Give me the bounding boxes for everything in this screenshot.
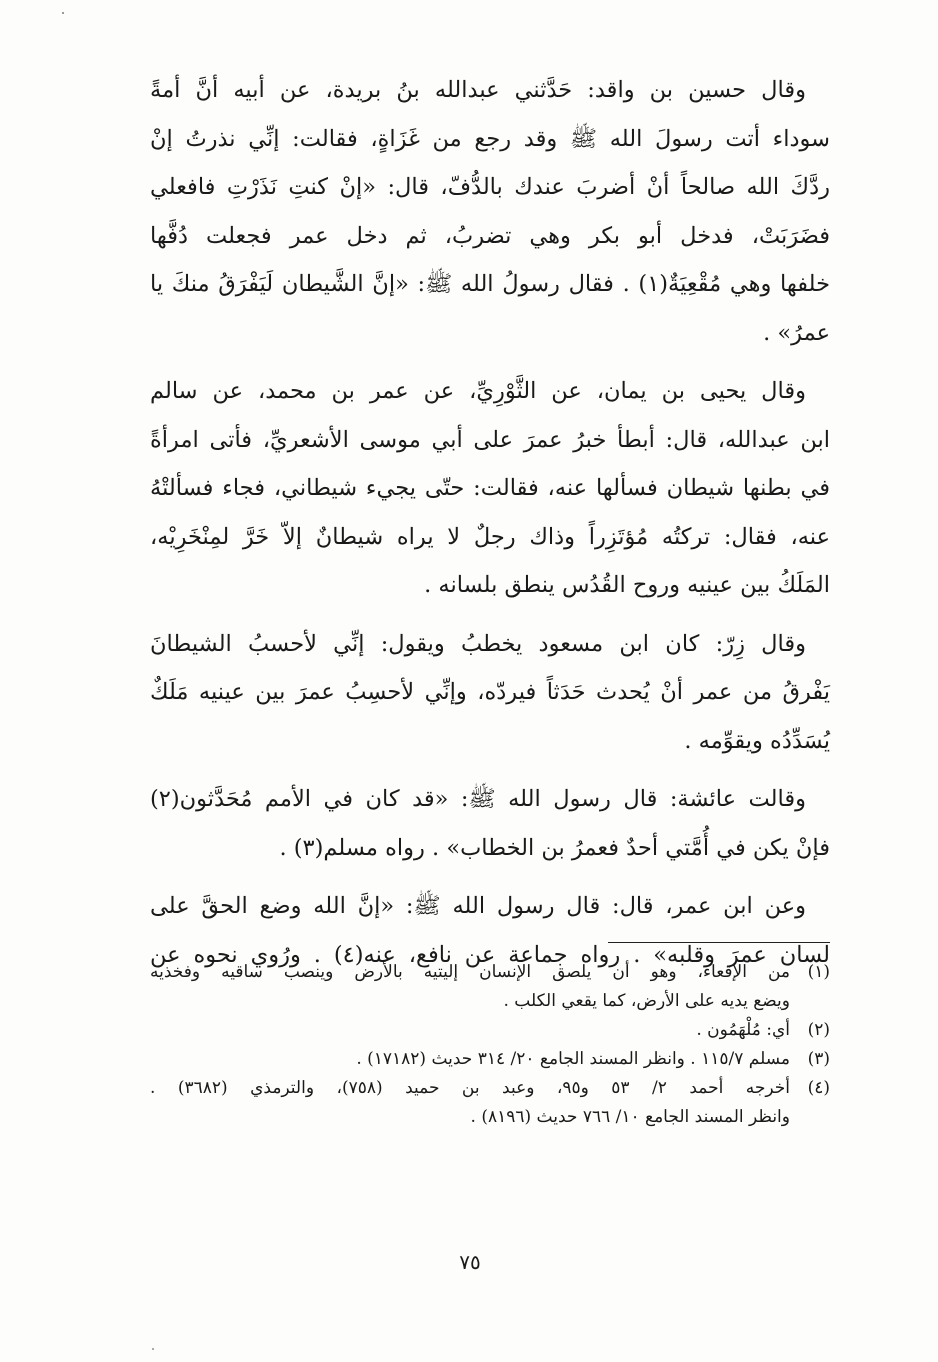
text-line: خلفها وهي مُقْعِيَةٌ(١) . فقال رسولُ الله ﷺ: «إنَّ الشَّيطان لَيَفْرَقُ منكَ يا [150,271,830,297]
text-line: ابن عبدالله، قال: أبطأ خبرُ عمرَ على أبي موسى الأشعريِّ، فأتى امرأةً [150,426,830,453]
text-line: فضَرَبَتْ، فدخل أبو بكر وهي تضربُ، ثم دخل عمر فجعلت دُفَّها [150,222,830,249]
footnote-number: (١) [807,962,830,982]
footnote-number: (٢) [807,1020,830,1040]
footnotes [150,958,830,1132]
footnote-2 [150,1016,830,1045]
paragraph-3 [150,620,830,766]
footnote-line: من الإقعاء، وهو أن يلصق الإنسان إليتيه بالأرض وينصب ساقيه وفخذيه [150,962,790,982]
paragraph-1 [150,66,830,357]
footnote-line: مسلم ١١٥/٧ . وانظر المسند الجامع ٢٠/ ٣١٤ حديث (١٧١٨٢) . [356,1049,790,1069]
page-number: ٧٥ [459,1250,481,1274]
text-line: عنه، فقال: تركتُه مُؤتَزِراً وذاك رجلٌ لا يراه شيطانٌ إلاّ خَرَّ لمِنْخَرِيْه، [150,523,830,550]
text-line: وقال يحيى بن يمان، عن الثَّوْرِيِّ، عن عمر بن محمد، عن سالم [150,378,806,404]
footnote-line: ويضع يديه على الأرض، كما يقعي الكلب . [503,991,790,1011]
text-line: ردَّكَ الله صالحاً أنْ أضربَ عندك بالدُّفّ، قال: «إنْ كنتِ نَذَرْتِ فافعلي [150,174,830,200]
text-line: المَلَكُ بين عينيه وروح القُدُس ينطق بلسانه . [424,572,830,598]
text-line: سوداء أتت رسولَ الله ﷺ وقد رجع من غَزَاةٍ، فقالت: إنِّي نذرتُ إنْ [150,125,830,152]
text-line: في بطنها شيطان فسألها عنه، فقالت: حتّى يجيء شيطاني، فجاء فسألتْهُ [150,475,830,501]
scan-mark [152,1348,154,1350]
footnote-4 [150,1074,830,1132]
footnote-separator [608,942,830,943]
main-text [150,66,830,989]
text-line: وقال حسين بن واقد: حَدَّثني عبدالله بنُ بريدة، عن أبيه أنَّ أمةً [150,77,806,103]
text-line: وقالت عائشة: قال رسول الله ﷺ: «قد كان في الأمم مُحَدَّثون(٢) [150,786,806,812]
text-line: عمرُ» . [763,319,830,346]
scan-mark [62,12,64,14]
footnote-1 [150,958,830,1016]
text-line: وعن ابن عمر، قال: قال رسول الله ﷺ: «إنَّ الله وضع الحقَّ على [150,893,806,919]
footnote-line: وانظر المسند الجامع ١٠/ ٧٦٦ حديث (٨١٩٦) . [470,1107,790,1127]
footnote-line: أي: مُلْهَمُون . [696,1020,790,1040]
paragraph-4 [150,775,830,872]
text-line: يَفْرقُ من عمر أنْ يُحدث حَدَثاً فيردّه، وإنِّي لأحسِبُ عمرَ بين عينيه مَلَكٌ [150,679,830,705]
footnote-number: (٤) [807,1078,830,1098]
paragraph-2 [150,367,830,610]
footnote-line: أخرجه أحمد ٢/ ٥٣ و٩٥، وعبد بن حميد (٧٥٨)، والترمذي (٣٦٨٢) . [150,1078,790,1098]
footnote-3 [150,1045,830,1074]
text-line: فإنْ يكن في أُمَّتي أحدٌ فعمرُ بن الخطاب» . رواه مسلم(٣) . [279,834,830,861]
footnote-number: (٣) [807,1049,830,1069]
text-line: وقال زِرّ: كان ابن مسعود يخطبُ ويقول: إنِّي لأحسبُ الشيطانَ [150,630,806,657]
text-line: لسان عمرَ وقلبه» . رواه جماعة عن نافع، عنه(٤) . ورُوي نحوه عن [150,941,831,968]
text-line: يُسَدِّدُه ويقوِّمه . [684,727,830,754]
